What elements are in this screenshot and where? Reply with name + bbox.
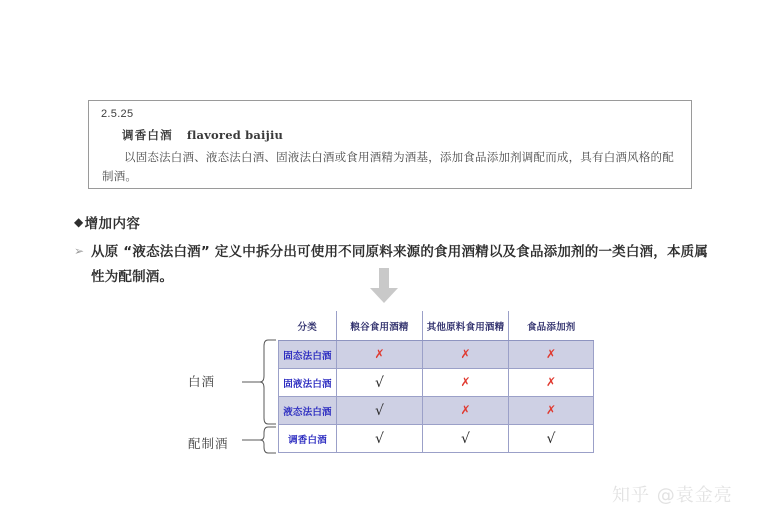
table-row bbox=[279, 425, 594, 453]
row-label: 液态法白酒 bbox=[279, 397, 337, 425]
clause-number: 2.5.25 bbox=[101, 108, 134, 120]
definition-box bbox=[88, 100, 692, 189]
check-icon: √ bbox=[546, 430, 556, 447]
brace-connector-peizhi bbox=[238, 425, 280, 455]
diamond-bullet-icon: ◆ bbox=[74, 215, 84, 229]
cell-mark bbox=[423, 369, 509, 397]
cross-icon: ✗ bbox=[545, 347, 557, 361]
comparison-table bbox=[278, 311, 594, 453]
term-row bbox=[122, 127, 283, 143]
check-icon: √ bbox=[375, 430, 384, 447]
definition-body-text: 以固态法白酒、液态法白酒、固液法白酒或食用酒精为酒基，添加食品添加剂调配而成，具有白酒风格的配制酒。 bbox=[102, 150, 674, 183]
cross-icon: ✗ bbox=[460, 347, 471, 361]
section-heading bbox=[74, 212, 140, 232]
check-icon: √ bbox=[375, 402, 384, 419]
check-icon: √ bbox=[461, 430, 470, 447]
cell-mark bbox=[509, 369, 594, 397]
cross-icon: ✗ bbox=[460, 403, 471, 417]
cross-icon: ✗ bbox=[545, 403, 557, 417]
group-label-baijiu: 白酒 bbox=[188, 374, 216, 389]
comparison-table-wrapper bbox=[278, 311, 593, 453]
col-header-additives: 食品添加剂 bbox=[509, 311, 594, 341]
group-label-peizhi: 配制酒 bbox=[188, 436, 229, 451]
cell-mark bbox=[337, 425, 423, 453]
cell-mark bbox=[423, 341, 509, 369]
cell-mark bbox=[423, 425, 509, 453]
cell-mark bbox=[509, 341, 594, 369]
cross-icon: ✗ bbox=[460, 375, 471, 389]
col-header-grain-alcohol: 粮谷食用酒精 bbox=[337, 311, 423, 341]
cell-mark bbox=[509, 425, 594, 453]
term-chinese: 调香白酒 bbox=[122, 128, 173, 142]
table-header-row bbox=[279, 311, 594, 341]
cell-mark bbox=[337, 397, 423, 425]
row-label: 调香白酒 bbox=[279, 425, 337, 453]
table-row bbox=[279, 369, 594, 397]
triangle-bullet-icon: ➢ bbox=[74, 244, 85, 258]
cell-mark bbox=[337, 341, 423, 369]
cell-mark bbox=[509, 397, 594, 425]
table-row bbox=[279, 341, 594, 369]
check-icon: √ bbox=[375, 374, 384, 391]
brace-connector-baijiu bbox=[238, 338, 280, 426]
down-arrow-icon bbox=[368, 268, 400, 304]
bullet-item-text: 从原 “液态法白酒” 定义中拆分出可使用不同原料来源的食用酒精以及食品添加剂的一类白酒，本质属性为配制酒。 bbox=[91, 244, 709, 285]
cell-mark bbox=[337, 369, 423, 397]
section-heading-label: 增加内容 bbox=[84, 216, 141, 232]
cross-icon: ✗ bbox=[545, 375, 557, 389]
term-english: flavored baijiu bbox=[186, 128, 284, 142]
col-header-category: 分类 bbox=[279, 311, 337, 341]
row-label: 固态法白酒 bbox=[279, 341, 337, 369]
row-label: 固液法白酒 bbox=[279, 369, 337, 397]
col-header-other-alcohol: 其他原料食用酒精 bbox=[423, 311, 509, 341]
cross-icon: ✗ bbox=[374, 347, 385, 361]
cell-mark bbox=[423, 397, 509, 425]
watermark: 知乎 @袁金亮 bbox=[612, 485, 733, 506]
table-row bbox=[279, 397, 594, 425]
